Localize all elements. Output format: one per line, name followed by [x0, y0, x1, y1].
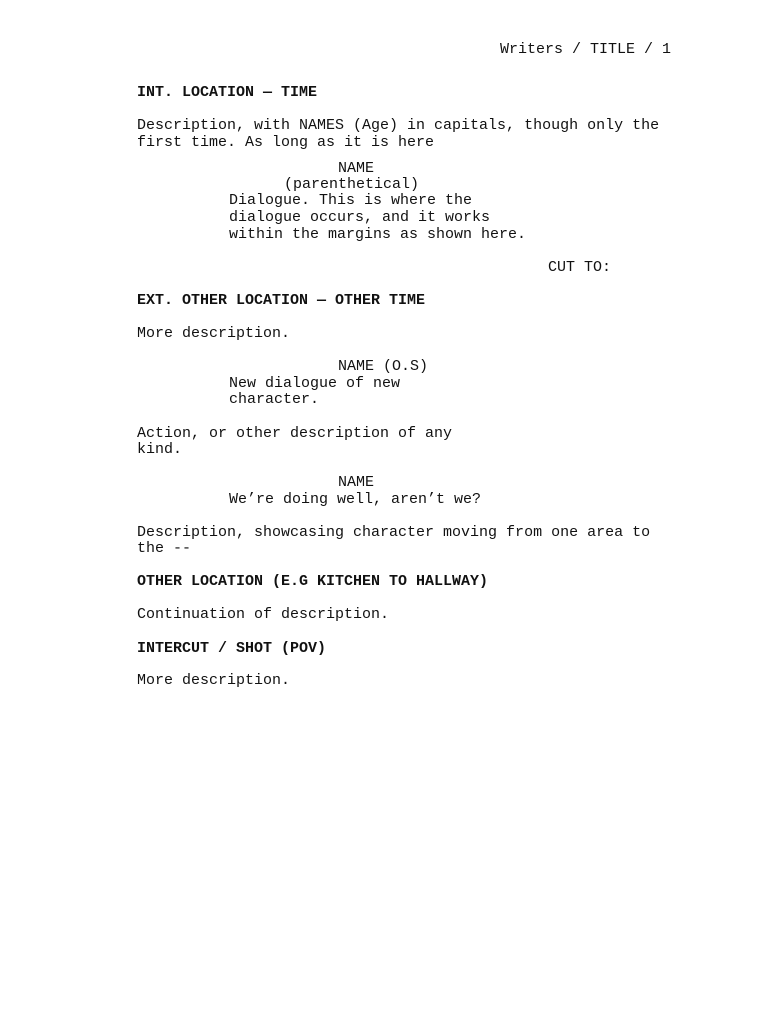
dialogue-line: We’re doing well, aren’t we?: [229, 491, 482, 508]
scene-heading: EXT. OTHER LOCATION — OTHER TIME: [137, 292, 426, 309]
action-line: the --: [137, 540, 192, 557]
dialogue-line: within the margins as shown here.: [229, 226, 527, 243]
action-line: Description, with NAMES (Age) in capitals, though only the: [137, 117, 660, 134]
action-line: Action, or other description of any: [137, 425, 453, 442]
dialogue-line: Dialogue. This is where the: [229, 192, 473, 209]
action-line: Description, showcasing character moving from one area to: [137, 524, 651, 541]
dialogue-line: character.: [229, 391, 320, 408]
subheading: OTHER LOCATION (E.G KITCHEN TO HALLWAY): [137, 573, 489, 590]
character-name: NAME (O.S): [338, 358, 429, 375]
action-line: More description.: [137, 325, 291, 342]
subheading: INTERCUT / SHOT (POV): [137, 640, 327, 657]
action-line: More description.: [137, 672, 291, 689]
character-name: NAME: [338, 474, 375, 491]
action-line: kind.: [137, 441, 183, 458]
action-line: Continuation of description.: [137, 606, 390, 623]
dialogue-line: dialogue occurs, and it works: [229, 209, 491, 226]
transition: CUT TO:: [548, 259, 612, 276]
action-line: first time. As long as it is here: [137, 134, 435, 151]
dialogue-line: New dialogue of new: [229, 375, 401, 392]
scene-heading: INT. LOCATION — TIME: [137, 84, 318, 101]
page-header: Writers / TITLE / 1: [500, 41, 672, 58]
parenthetical: (parenthetical): [284, 176, 420, 193]
character-name: NAME: [338, 160, 375, 177]
